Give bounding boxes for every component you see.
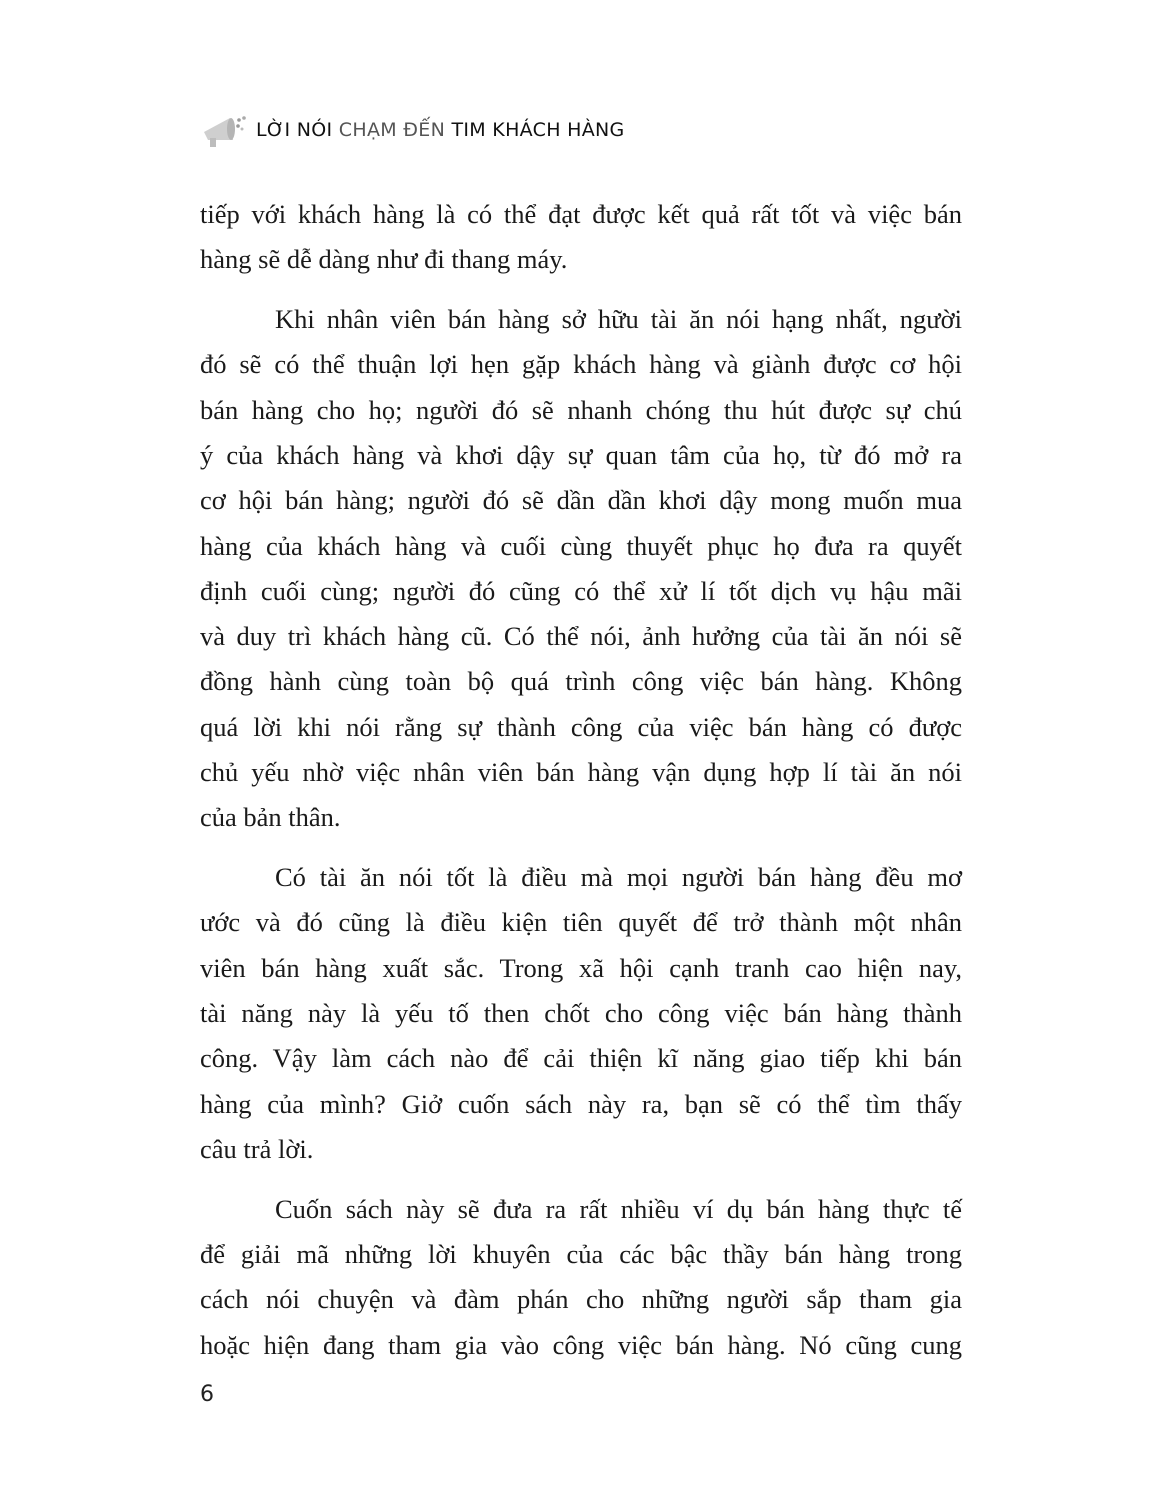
text-line: Có tài ăn nói tốt là điều mà mọi người bán hàng đều mơ	[275, 862, 962, 893]
header-title-part1: LỜI NÓI	[256, 119, 333, 141]
text-line: ước và đó cũng là điều kiện tiên quyết để trở thành một nhân	[200, 907, 962, 938]
page-number: 6	[200, 1382, 214, 1407]
text-line: quá lời khi nói rằng sự thành công của việc bán hàng có được	[200, 711, 962, 742]
paragraph	[200, 192, 962, 283]
body-text	[200, 192, 962, 1382]
text-line: đồng hành cùng toàn bộ quá trình công việc bán hàng. Không	[200, 666, 962, 697]
text-line: viên bán hàng xuất sắc. Trong xã hội cạnh tranh cao hiện nay,	[200, 952, 962, 983]
text-line: và duy trì khách hàng cũ. Có thể nói, ảnh hưởng của tài ăn nói sẽ	[200, 621, 962, 652]
text-line: tài năng này là yếu tố then chốt cho công việc bán hàng thành	[200, 998, 962, 1029]
text-line: Cuốn sách này sẽ đưa ra rất nhiều ví dụ bán hàng thực tế	[275, 1193, 962, 1224]
text-line: chủ yếu nhờ việc nhân viên bán hàng vận dụng hợp lí tài ăn nói	[200, 757, 962, 788]
text-line: hàng sẽ dễ dàng như đi thang máy.	[200, 244, 568, 275]
paragraph	[200, 297, 962, 841]
header-title-part3: TIM KHÁCH HÀNG	[451, 119, 625, 141]
text-line: câu trả lời.	[200, 1133, 314, 1164]
paragraph	[200, 855, 962, 1172]
text-line: Khi nhân viên bán hàng sở hữu tài ăn nói hạng nhất, người	[275, 304, 962, 335]
paragraph	[200, 1187, 962, 1368]
running-header	[200, 110, 625, 150]
text-line: định cuối cùng; người đó cũng có thể xử lí tốt dịch vụ hậu mãi	[200, 575, 962, 606]
text-line: ý của khách hàng và khơi dậy sự quan tâm của họ, từ đó mở ra	[200, 439, 962, 470]
text-line: tiếp với khách hàng là có thể đạt được kết quả rất tốt và việc bán	[200, 199, 962, 229]
text-line: để giải mã những lời khuyên của các bậc thầy bán hàng trong	[200, 1239, 962, 1270]
text-line: hàng của mình? Giở cuốn sách này ra, bạn sẽ có thể tìm thấy	[200, 1088, 962, 1119]
text-line: bán hàng cho họ; người đó sẽ nhanh chóng thu hút được sự chú	[200, 394, 962, 425]
text-line: hàng của khách hàng và cuối cùng thuyết phục họ đưa ra quyết	[200, 530, 962, 561]
text-line: hoặc hiện đang tham gia vào công việc bán hàng. Nó cũng cung	[200, 1329, 962, 1360]
text-line: cơ hội bán hàng; người đó sẽ dần dần khơi dậy mong muốn mua	[200, 485, 962, 516]
text-line: đó sẽ có thể thuận lợi hẹn gặp khách hàng và giành được cơ hội	[200, 349, 962, 380]
text-line: cách nói chuyện và đàm phán cho những người sắp tham gia	[200, 1284, 962, 1315]
header-title-part2: CHẠM ĐẾN	[338, 119, 446, 141]
megaphone-icon	[200, 110, 252, 150]
text-line: của bản thân.	[200, 802, 341, 833]
text-line: công. Vậy làm cách nào để cải thiện kĩ năng giao tiếp khi bán	[200, 1043, 962, 1074]
